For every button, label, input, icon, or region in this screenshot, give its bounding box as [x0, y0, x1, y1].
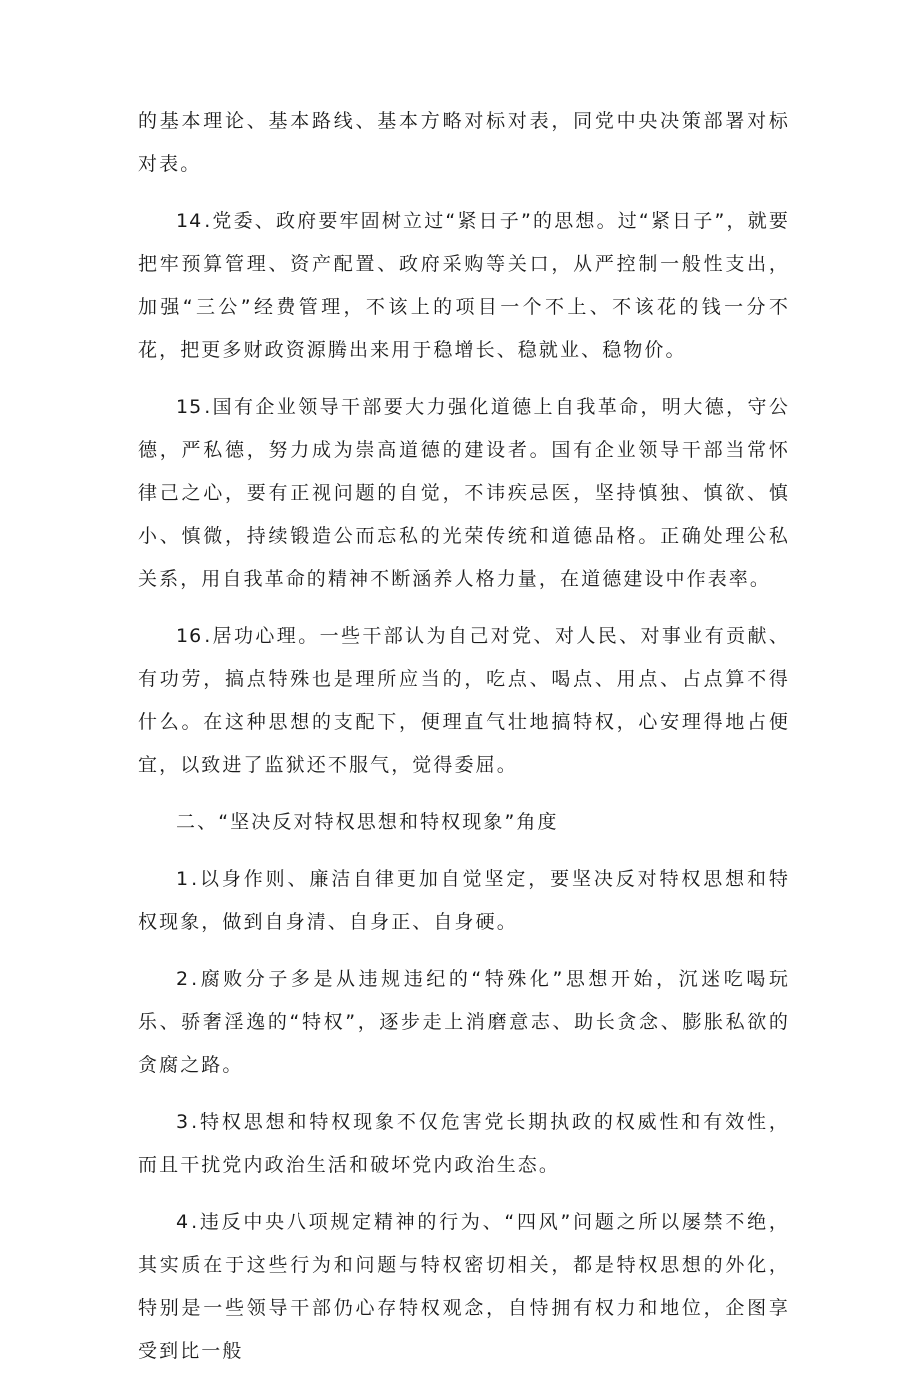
paragraph-number: 4	[176, 1211, 190, 1233]
paragraph-text: .腐败分子多是从违规违纪的“特殊化”思想开始，沉迷吃喝玩乐、骄奢淫逸的“特权”，逐步走上消磨意志、助长贪念、膨胀私欲的贪腐之路。	[138, 968, 790, 1076]
paragraph-1	[138, 858, 790, 944]
section-heading	[138, 801, 790, 844]
paragraph-15	[138, 386, 790, 601]
document-body	[138, 100, 790, 1387]
paragraph-text: 的基本理论、基本路线、基本方略对标对表，同党中央决策部署对标对表。	[138, 110, 790, 175]
paragraph-3	[138, 1101, 790, 1187]
section-heading-text: 二、“坚决反对特权思想和特权现象”角度	[176, 811, 559, 833]
paragraph-14	[138, 200, 790, 372]
paragraph-text: .党委、政府要牢固树立过“紧日子”的思想。过“紧日子”，就要把牢预算管理、资产配置、政府采购等关口，从严控制一般性支出，加强“三公”经费管理，不该上的项目一个不上、不该花的钱一分不花，把更多财政资源腾出来用于稳增长、稳就业、稳物价。	[138, 210, 790, 361]
paragraph-text: .违反中央八项规定精神的行为、“四风”问题之所以屡禁不绝，其实质在于这些行为和问题与特权密切相关，都是特权思想的外化，特别是一些领导干部仍心存特权观念，自恃拥有权力和地位，企图享受到比一般	[138, 1211, 790, 1362]
paragraph-number: 16	[176, 625, 203, 647]
paragraph-continued	[138, 100, 790, 186]
paragraph-number: 15	[176, 396, 203, 418]
paragraph-text: .以身作则、廉洁自律更加自觉坚定，要坚决反对特权思想和特权现象，做到自身清、自身正、自身硬。	[138, 868, 790, 933]
paragraph-text: .国有企业领导干部要大力强化道德上自我革命，明大德，守公德，严私德，努力成为崇高道德的建设者。国有企业领导干部当常怀律己之心，要有正视问题的自觉，不讳疾忌医，坚持慎独、慎欲、慎小、慎微，持续锻造公而忘私的光荣传统和道德品格。正确处理公私关系，用自我革命的精神不断涵养人格力量，在道德建设中作表率。	[138, 396, 790, 590]
paragraph-number: 2	[176, 968, 190, 990]
paragraph-4	[138, 1201, 790, 1373]
paragraph-16	[138, 615, 790, 787]
paragraph-number: 14	[176, 210, 203, 232]
paragraph-text: .居功心理。一些干部认为自己对党、对人民、对事业有贡献、有功劳，搞点特殊也是理所应当的，吃点、喝点、用点、占点算不得什么。在这种思想的支配下，便理直气壮地搞特权，心安理得地占便宜，以致进了监狱还不服气，觉得委屈。	[138, 625, 790, 776]
paragraph-number: 1	[176, 868, 190, 890]
paragraph-2	[138, 958, 790, 1087]
paragraph-number: 3	[176, 1111, 190, 1133]
paragraph-text: .特权思想和特权现象不仅危害党长期执政的权威性和有效性，而且干扰党内政治生活和破坏党内政治生态。	[138, 1111, 790, 1176]
